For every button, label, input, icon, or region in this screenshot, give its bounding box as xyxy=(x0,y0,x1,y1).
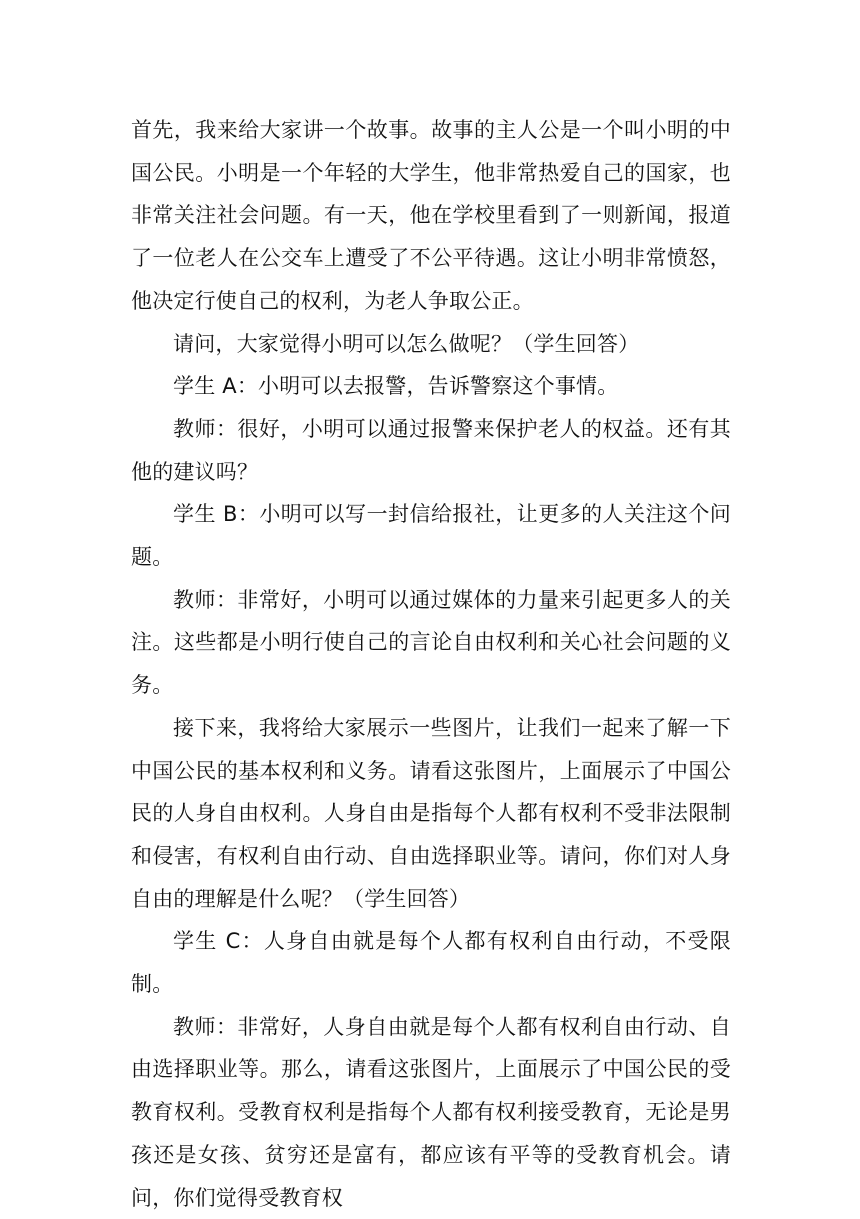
document-body xyxy=(131,109,731,1219)
paragraph-teacher-reply-2: 教师：非常好，小明可以通过媒体的力量来引起更多人的关注。这些都是小明行使自己的言论自由权利和关心社会问题的义务。 xyxy=(131,587,731,698)
paragraph-student-c: 学生 C：人身自由就是每个人都有权利自由行动，不受限制。 xyxy=(131,929,731,997)
paragraph-question: 请问，大家觉得小明可以怎么做呢？（学生回答） xyxy=(173,331,640,356)
paragraph-personal-freedom: 接下来，我将给大家展示一些图片，让我们一起来了解一下中国公民的基本权利和义务。请看这张图片，上面展示了中国公民的人身自由权利。人身自由是指每个人都有权利不受非法限制和侵害，有权利自由行动、自由选择职业等。请问，你们对人身自由的理解是什么呢？（学生回答） xyxy=(131,715,731,911)
paragraph-student-b: 学生 B：小明可以写一封信给报社，让更多的人关注这个问题。 xyxy=(131,502,731,570)
paragraph-story-intro: 首先，我来给大家讲一个故事。故事的主人公是一个叫小明的中国公民。小明是一个年轻的大学生，他非常热爱自己的国家，也非常关注社会问题。有一天，他在学校里看到了一则新闻，报道了一位老人在公交车上遭受了不公平待遇。这让小明非常愤怒，他决定行使自己的权利，为老人争取公正。 xyxy=(131,118,731,313)
paragraph-teacher-reply-1: 教师：很好，小明可以通过报警来保护老人的权益。还有其他的建议吗？ xyxy=(131,416,731,484)
paragraph-education-right: 教师：非常好，人身自由就是每个人都有权利自由行动、自由选择职业等。那么，请看这张图片，上面展示了中国公民的受教育权利。受教育权利是指每个人都有权利接受教育，无论是男孩还是女孩、贫穷还是富有，都应该有平等的受教育机会。请问，你们觉得受教育权 xyxy=(131,1014,731,1210)
paragraph-student-a: 学生 A：小明可以去报警，告诉警察这个事情。 xyxy=(173,374,619,399)
